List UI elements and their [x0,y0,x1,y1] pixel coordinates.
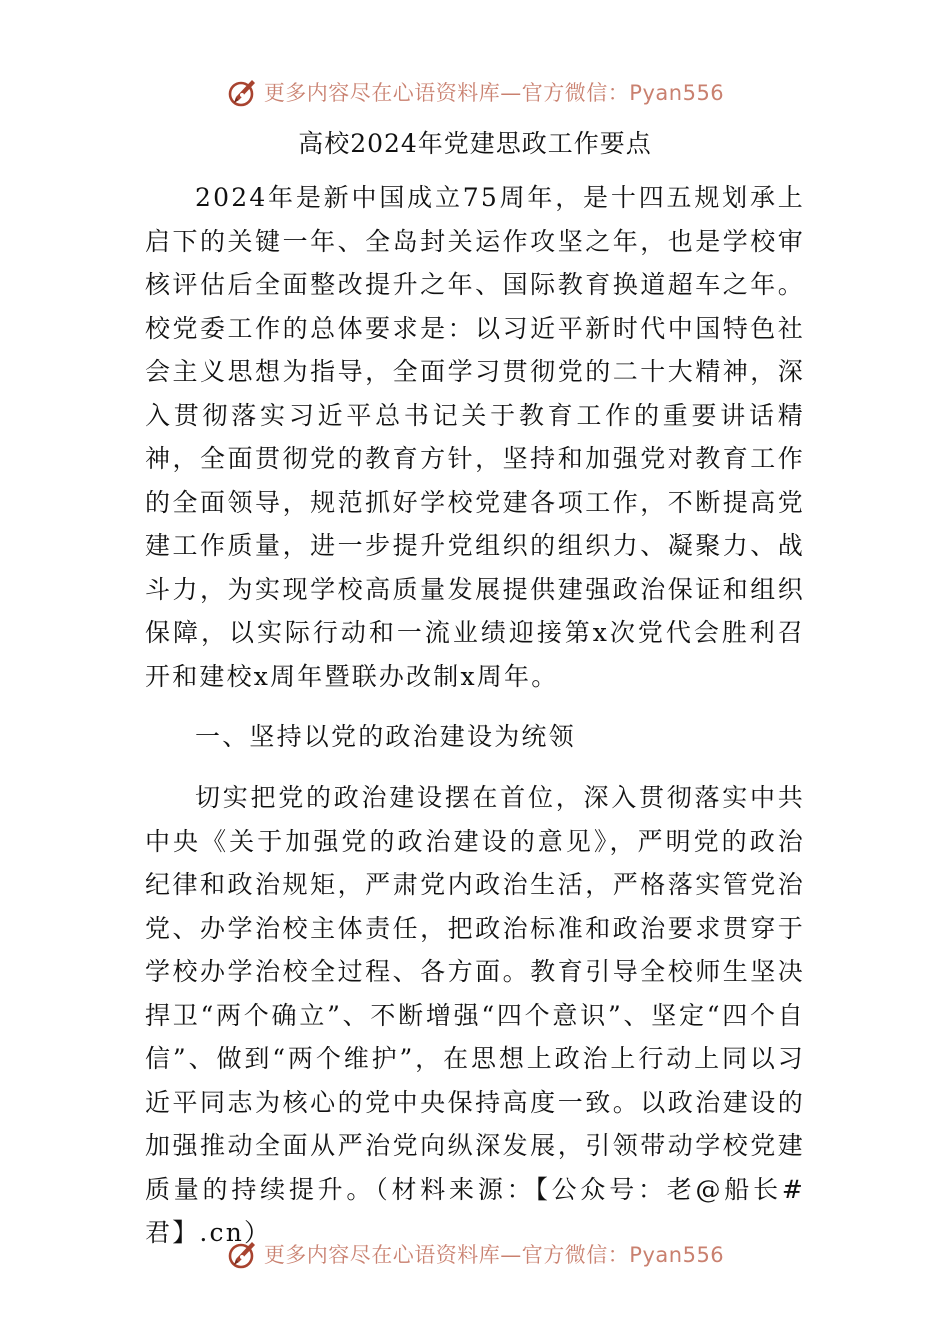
pen-circle-logo-icon [226,75,260,109]
intro-paragraph: 2024年是新中国成立75周年，是十四五规划承上启下的关键一年、全岛封关运作攻坚之年，也是学校审核评估后全面整改提升之年、国际教育换道超车之年。校党委工作的总体要求是：以习近平新时代中国特色社会主义思想为指导，全面学习贯彻党的二十大精神，深入贯彻落实习近平总书记关于教育工作的重要讲话精神，全面贯彻党的教育方针，坚持和加强党对教育工作的全面领导，规范抓好学校党建各项工作，不断提高党建工作质量，进一步提升党组织的组织力、凝聚力、战斗力，为实现学校高质量发展提供建强政治保证和组织保障，以实际行动和一流业绩迎接第x次党代会胜利召开和建校x周年暨联办改制x周年。 [145,183,805,691]
pen-circle-logo-icon [226,1237,260,1271]
document-title: 高校2024年党建思政工作要点 [298,129,652,158]
watermark-text: 更多内容尽在心语资料库—官方微信：Pyan556 [263,1243,725,1267]
section-heading: 一、坚持以党的政治建设为统领 [195,722,576,751]
section-paragraph: 切实把党的政治建设摆在首位，深入贯彻落实中共中央《关于加强党的政治建设的意见》，严明党的政治纪律和政治规矩，严肃党内政治生活，严格落实管党治党、办学治校主体责任，把政治标准和政治要求贯穿于学校办学治校全过程、各方面。教育引导全校师生坚决捍卫“两个确立”、不断增强“四个意识”、坚定“四个自信”、做到“两个维护”，在思想上政治上行动上同以习近平同志为核心的党中央保持高度一致。以政治建设的加强推动全面从严治党向纵深发展，引领带动学校党建质量的持续提升。（材料来源：【公众号：老@船长#君】.cn） [145,783,805,1247]
watermark-text: 更多内容尽在心语资料库—官方微信：Pyan556 [263,81,725,105]
document-body [145,176,805,1255]
watermark-footer [0,1234,950,1274]
watermark-header [0,72,950,112]
